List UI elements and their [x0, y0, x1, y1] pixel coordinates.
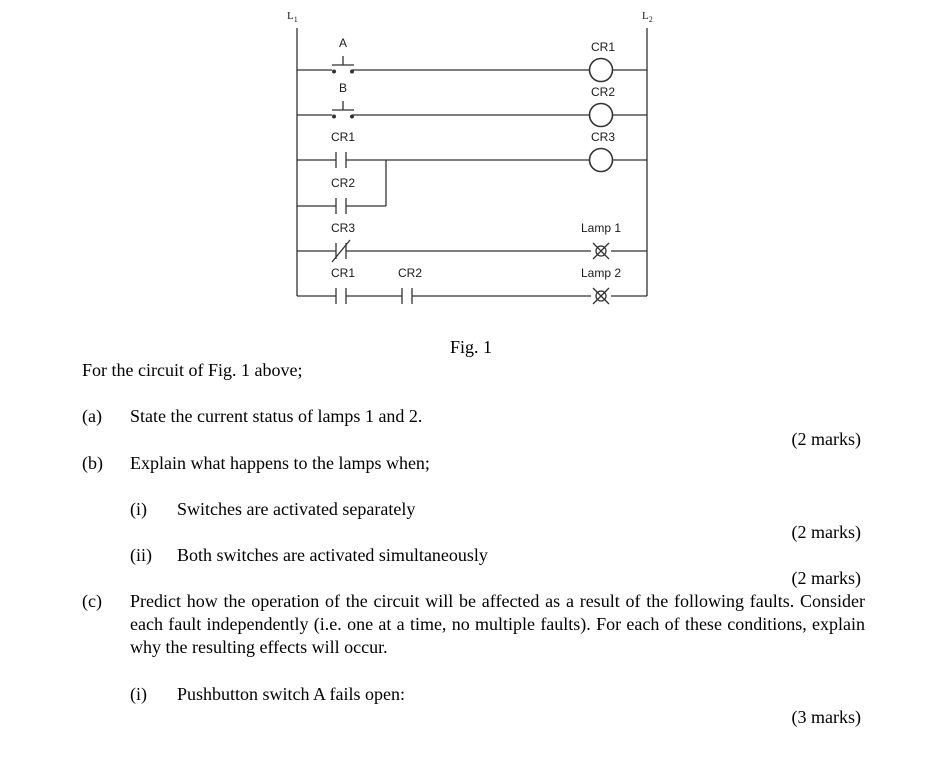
coil-cr2-label: CR2: [590, 85, 616, 99]
coil-cr1-symbol: [590, 59, 613, 82]
switch-a-label: A: [338, 36, 348, 50]
contact-cr1-rung5-label: CR1: [330, 266, 356, 280]
part-a-label: (a): [82, 406, 102, 426]
coil-cr3-label: CR3: [590, 130, 616, 144]
figure-caption: Fig. 1: [450, 337, 493, 357]
lamp2-label: Lamp 2: [580, 266, 622, 280]
contact-cr1-label: CR1: [330, 130, 356, 144]
coil-cr3-symbol: [590, 149, 613, 172]
rail-right-label: $L_2$: [642, 10, 653, 24]
part-b-ii-marks: (2 marks): [791, 568, 861, 588]
coil-cr1-label: CR1: [590, 40, 616, 54]
rung-4: [297, 240, 647, 262]
part-b-i-marks: (2 marks): [791, 522, 861, 542]
part-c-i-label: (i): [130, 684, 147, 704]
part-b-text: Explain what happens to the lamps when;: [130, 453, 430, 473]
part-b-ii-label: (ii): [130, 545, 152, 565]
contact-cr2-label: CR2: [330, 176, 356, 190]
part-c-text: Predict how the operation of the circuit will be affected as a result of the following faults. Consider each fault independently (i.e. one at a time, no multiple faults). For each of these conditions, explain why the resulting effects will occur.: [130, 591, 865, 657]
part-c-i-marks: (3 marks): [791, 707, 861, 727]
part-a-marks: (2 marks): [791, 429, 861, 449]
rung-5: [297, 288, 647, 304]
switch-b-label: B: [338, 81, 348, 95]
part-b-i-label: (i): [130, 499, 147, 519]
contact-cr3-label: CR3: [330, 221, 356, 235]
rung-3: [297, 152, 647, 168]
part-b-label: (b): [82, 453, 103, 473]
part-a-text: State the current status of lamps 1 and 2.: [130, 406, 423, 426]
part-c-i-text: Pushbutton switch A fails open:: [177, 684, 406, 704]
part-b-ii-text: Both switches are activated simultaneously: [177, 545, 488, 565]
coil-cr2-symbol: [590, 104, 613, 127]
rung-2: [297, 101, 647, 115]
part-c-label: (c): [82, 591, 102, 611]
rung-1: [297, 56, 647, 70]
part-b-i-text: Switches are activated separately: [177, 499, 416, 519]
ladder-diagram: [0, 0, 945, 340]
rail-left-label: $L_1$: [287, 10, 298, 24]
contact-cr2-rung5-label: CR2: [397, 266, 423, 280]
question-intro: For the circuit of Fig. 1 above;: [82, 360, 303, 380]
lamp1-label: Lamp 1: [580, 221, 622, 235]
